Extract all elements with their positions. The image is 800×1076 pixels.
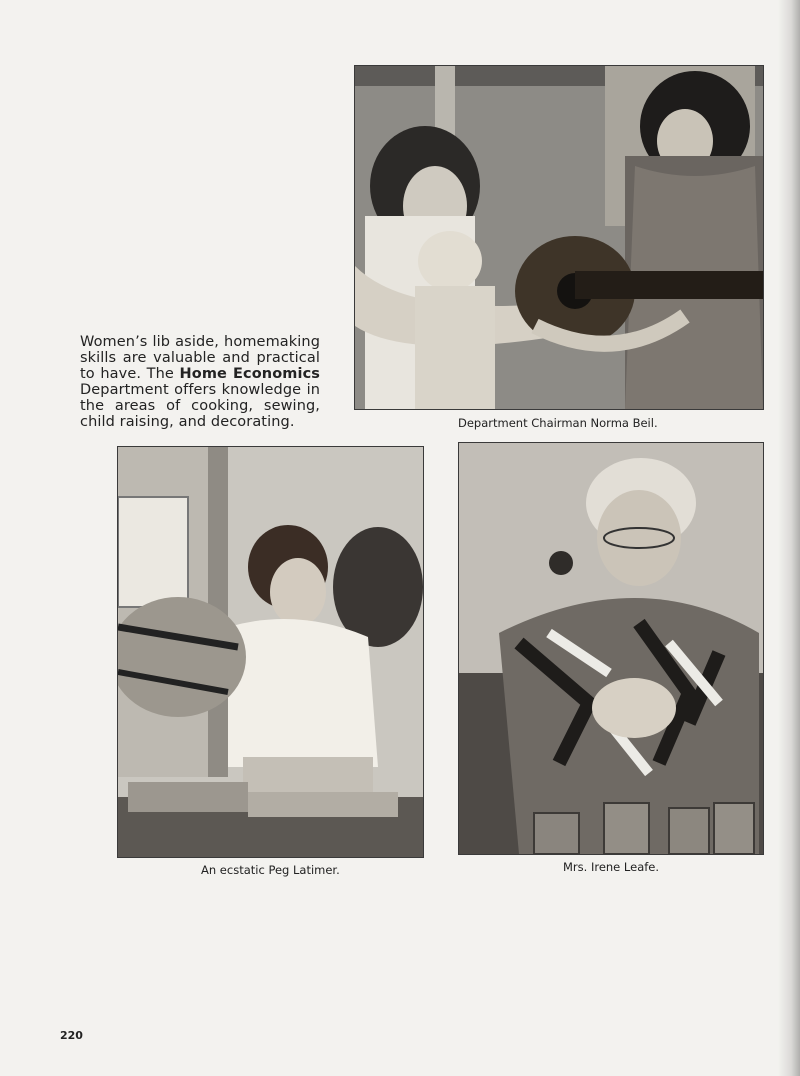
photo-irene-leafe: [458, 442, 764, 855]
photo-guitar-lesson: [354, 65, 764, 410]
department-name: Home Economics: [179, 365, 320, 382]
photo-peg-latimer: [117, 446, 424, 858]
intro-text-end: Department offers knowledge in the areas of cooking, sewing, child raising, and decorating.: [80, 381, 320, 430]
caption-guitar-photo: Department Chairman Norma Beil.: [458, 416, 658, 430]
page-edge-shadow: [778, 0, 800, 1076]
caption-latimer-photo: An ecstatic Peg Latimer.: [201, 863, 340, 877]
intro-text-start: Women’s lib aside, homemaking skills are valuable and practical to have. The: [80, 333, 320, 382]
intro-text: [80, 334, 320, 430]
caption-leafe-photo: Mrs. Irene Leafe.: [563, 860, 660, 874]
page-number: 220: [60, 1029, 83, 1042]
